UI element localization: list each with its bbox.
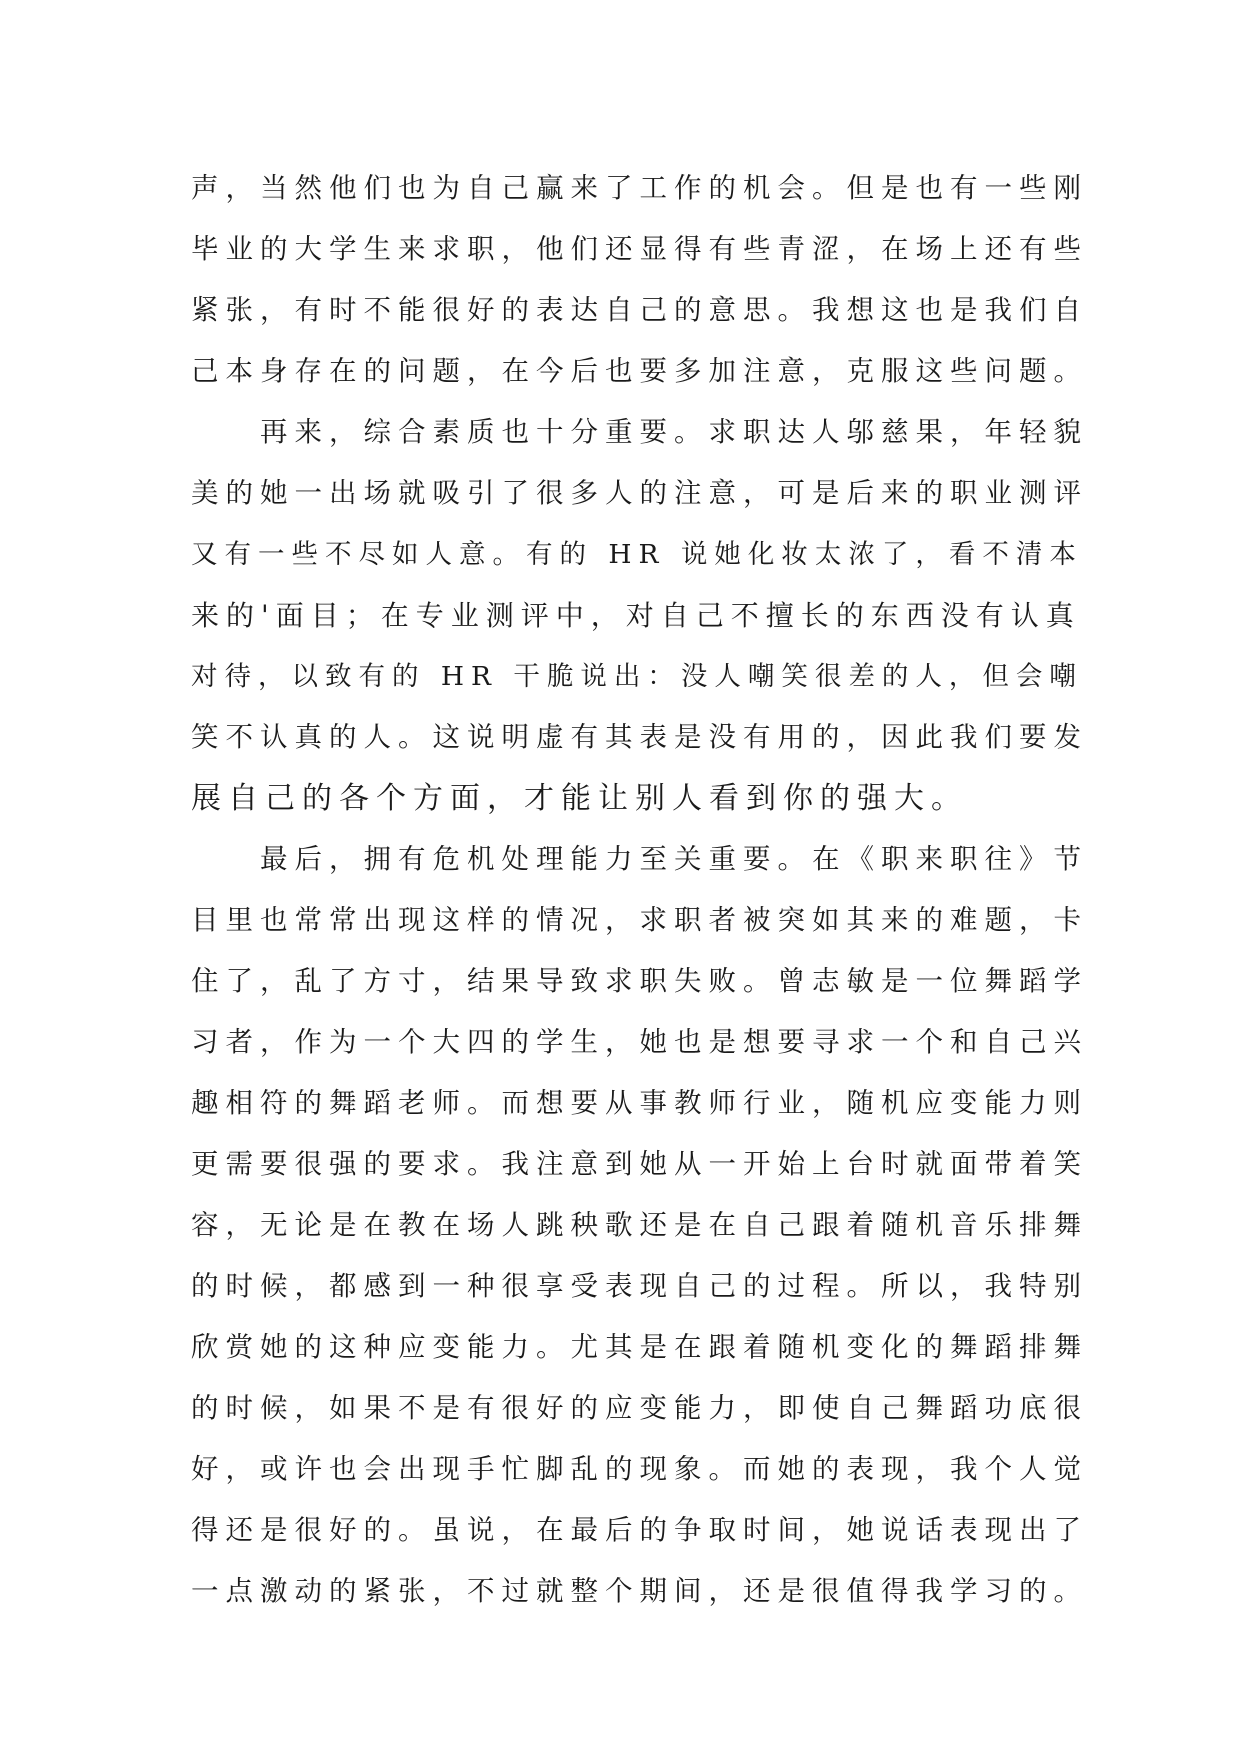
text-line: 趣相符的舞蹈老师。而想要从事教师行业，随机应变能力则: [191, 1087, 1088, 1119]
text-line: 好，或许也会出现手忙脚乱的现象。而她的表现，我个人觉: [191, 1453, 1088, 1485]
text-line: 笑不认真的人。这说明虚有其表是没有用的，因此我们要发: [191, 721, 1088, 753]
text-line: 欣赏她的这种应变能力。尤其是在跟着随机变化的舞蹈排舞: [191, 1331, 1088, 1363]
text-line: 毕业的大学生来求职，他们还显得有些青涩，在场上还有些: [191, 233, 1088, 265]
text-line: 美的她一出场就吸引了很多人的注意，可是后来的职业测评: [191, 477, 1088, 509]
text-line: 再来，综合素质也十分重要。求职达人邬慈果，年轻貌: [191, 416, 1088, 448]
text-line: 己本身存在的问题，在今后也要多加注意，克服这些问题。: [191, 355, 1088, 387]
text-line: 又有一些不尽如人意。有的 HR 说她化妆太浓了，看不清本: [191, 539, 1083, 570]
text-line: 来的'面目；在专业测评中，对自己不擅长的东西没有认真: [191, 599, 1081, 632]
body-text: [191, 158, 1091, 1622]
text-line: 展自己的各个方面，才能让别人看到你的强大。: [191, 781, 968, 816]
text-line: 目里也常常出现这样的情况，求职者被突如其来的难题，卡: [191, 904, 1088, 936]
text-line: 一点激动的紧张，不过就整个期间，还是很值得我学习的。: [191, 1575, 1088, 1607]
text-line: 习者，作为一个大四的学生，她也是想要寻求一个和自己兴: [191, 1026, 1088, 1058]
text-line: 声，当然他们也为自己赢来了工作的机会。但是也有一些刚: [191, 172, 1088, 204]
text-line: 得还是很好的。虽说，在最后的争取时间，她说话表现出了: [191, 1514, 1088, 1546]
text-line: 的时候，都感到一种很享受表现自己的过程。所以，我特别: [191, 1270, 1088, 1302]
text-line: 容，无论是在教在场人跳秧歌还是在自己跟着随机音乐排舞: [191, 1209, 1088, 1241]
text-line: 的时候，如果不是有很好的应变能力，即使自己舞蹈功底很: [191, 1392, 1088, 1424]
text-line: 更需要很强的要求。我注意到她从一开始上台时就面带着笑: [191, 1148, 1088, 1180]
text-line: 紧张，有时不能很好的表达自己的意思。我想这也是我们自: [191, 294, 1088, 326]
text-line: 对待，以致有的 HR 干脆说出：没人嘲笑很差的人，但会嘲: [191, 661, 1083, 692]
text-line: 住了，乱了方寸，结果导致求职失败。曾志敏是一位舞蹈学: [191, 965, 1088, 997]
text-line: 最后，拥有危机处理能力至关重要。在《职来职往》节: [191, 843, 1088, 875]
